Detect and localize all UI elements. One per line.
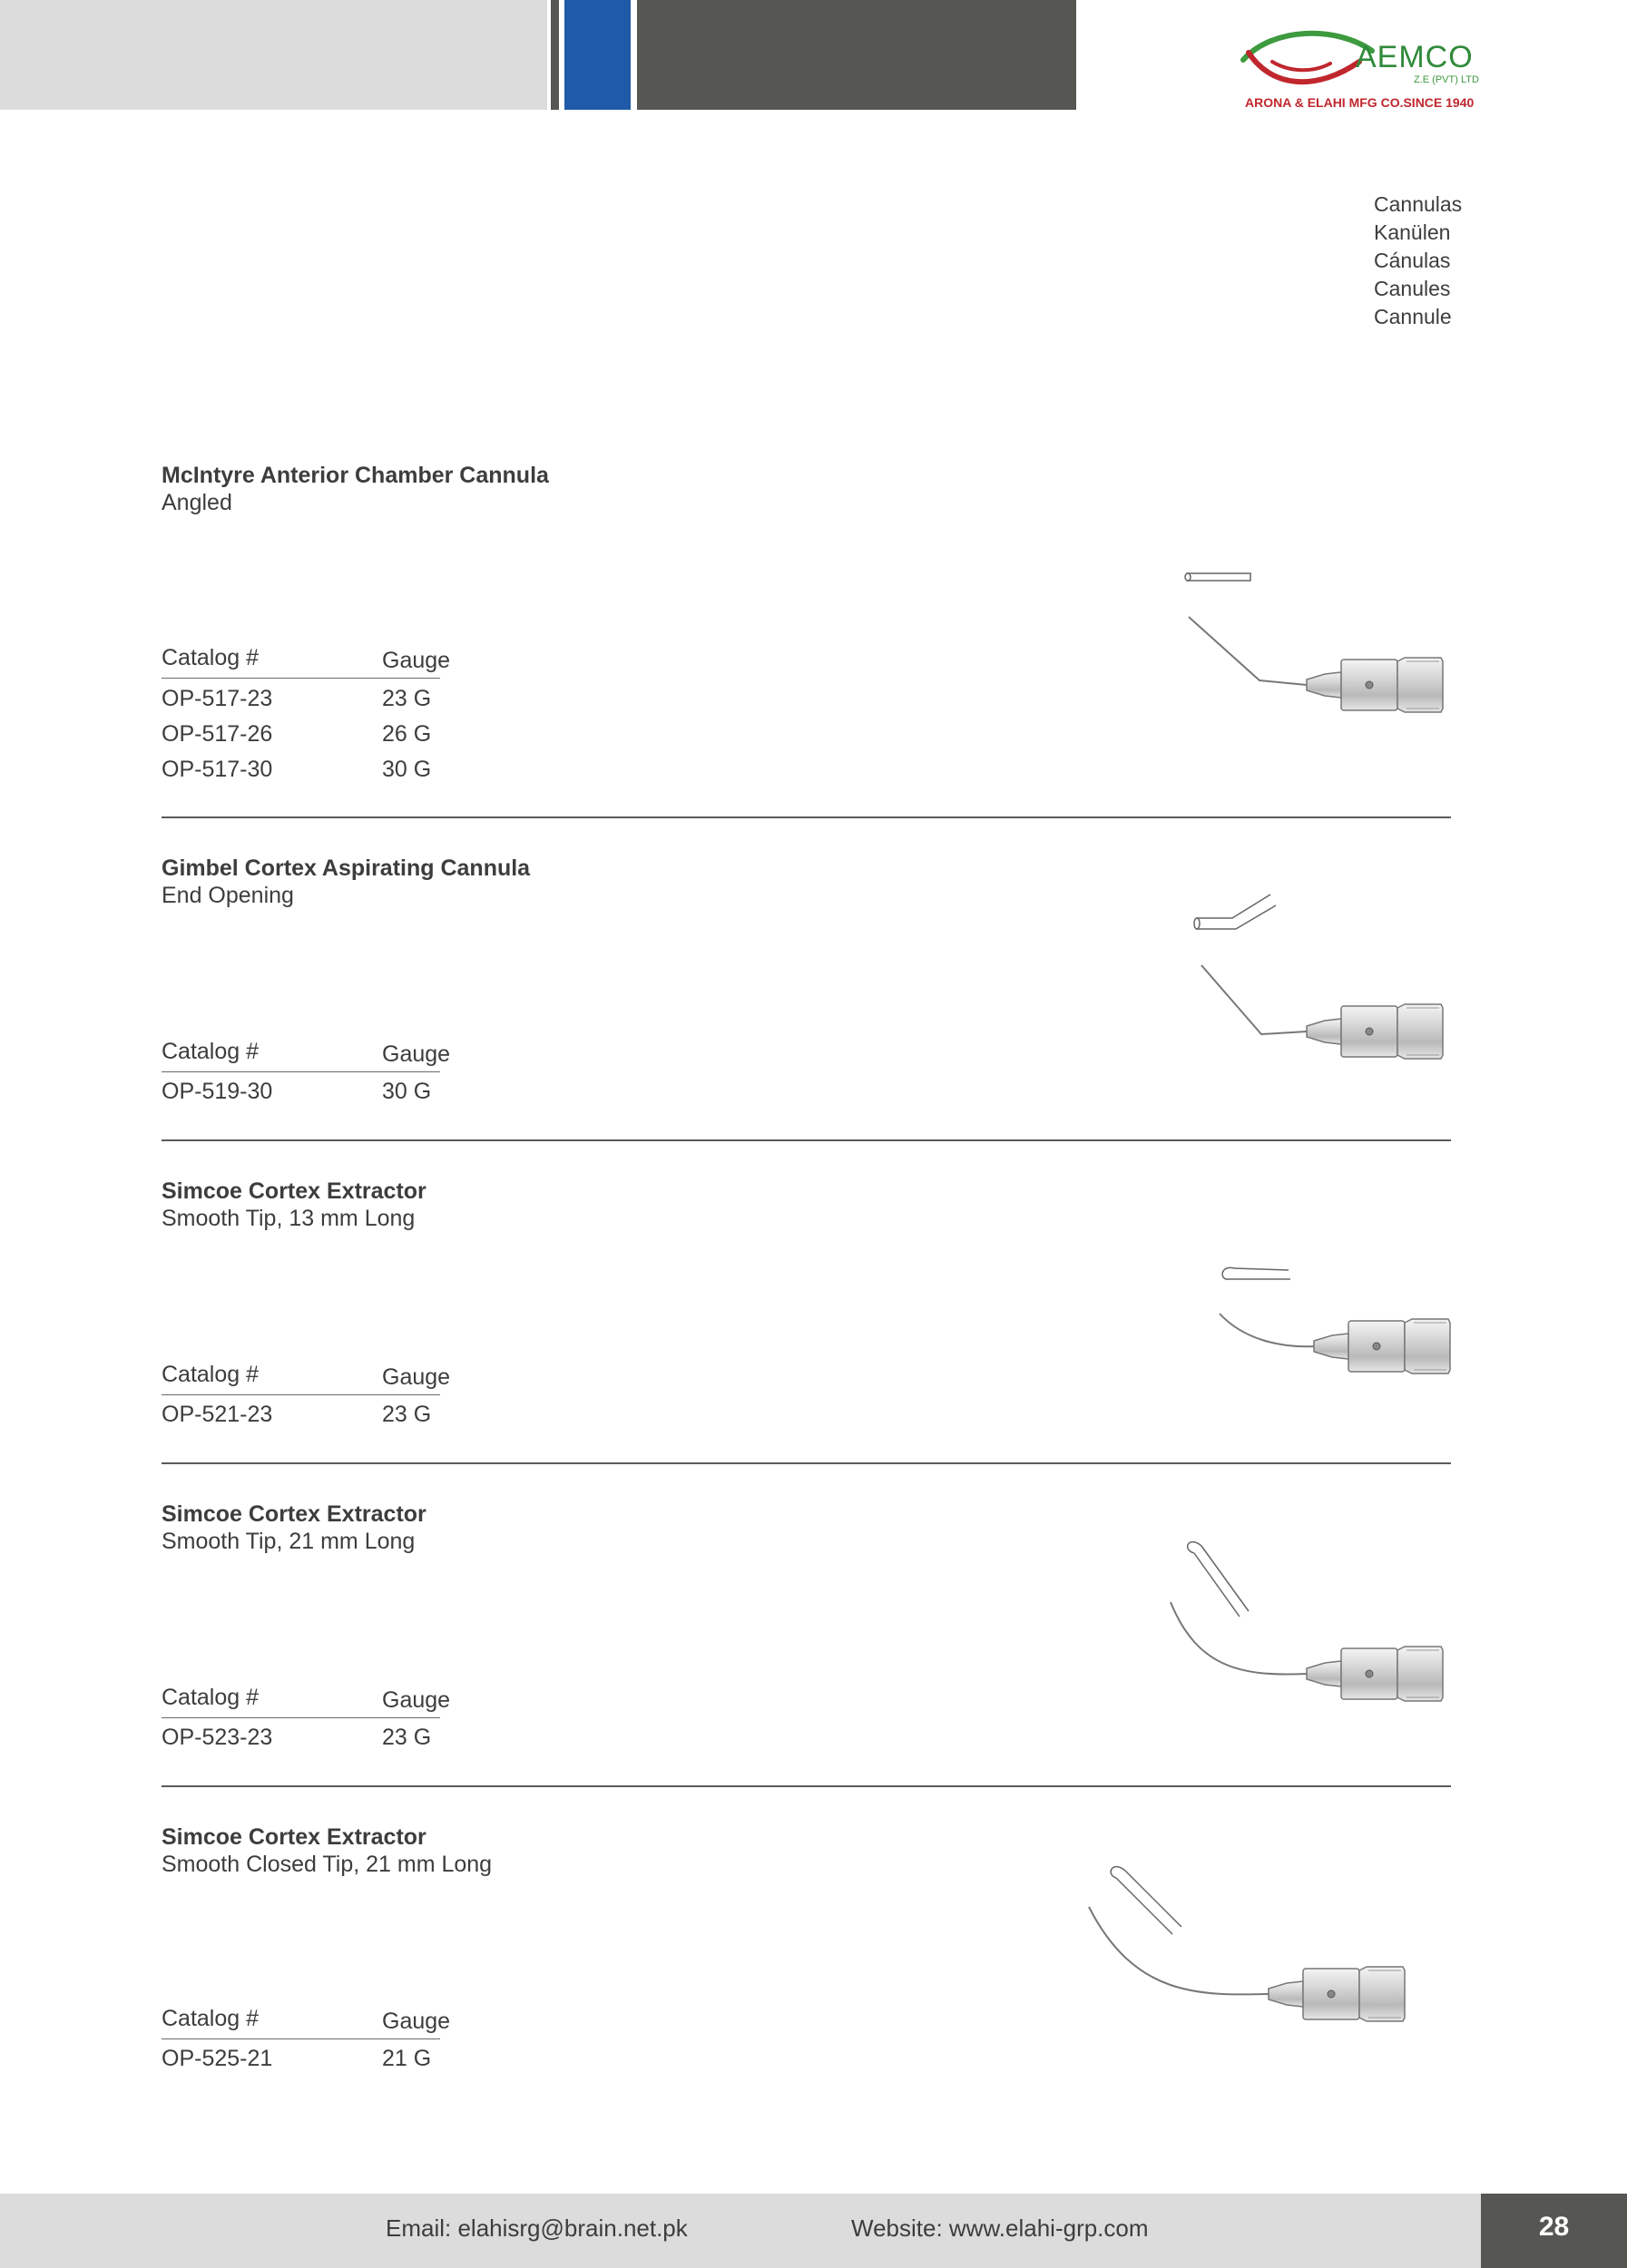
- table-header-rule: [162, 1071, 440, 1072]
- table-header-rule: [162, 2038, 440, 2039]
- table-row: [162, 1079, 524, 1113]
- product-title: Gimbel Cortex Aspirating Cannula: [162, 855, 531, 881]
- footer-website: Website: www.elahi-grp.com: [851, 2214, 1149, 2242]
- table-row: [162, 721, 524, 756]
- product-title: McIntyre Anterior Chamber Cannula: [162, 463, 549, 488]
- section-divider: [162, 816, 1451, 818]
- table-header-rule: [162, 678, 440, 679]
- angled-cannula-icon: [1180, 562, 1461, 726]
- curved-extractor-icon: [1161, 1533, 1461, 1724]
- product-subtitle: Smooth Tip, 21 mm Long: [162, 1529, 416, 1554]
- catalog-number: OP-521-23: [162, 1402, 273, 1427]
- logo-tagline: ARONA & ELAHI MFG CO.SINCE 1940: [1245, 95, 1475, 110]
- header-bar-dark-thin: [551, 0, 559, 110]
- gauge-header: Gauge: [382, 1687, 451, 1713]
- smooth-tip-extractor-icon: [1207, 1252, 1461, 1388]
- product-title: Simcoe Cortex Extractor: [162, 1501, 426, 1527]
- page-number: 28: [1538, 2212, 1570, 2242]
- page-number-box: [1481, 2194, 1627, 2268]
- table-row: [162, 757, 524, 791]
- gauge-value: 30 G: [382, 1079, 432, 1104]
- catalog-number: OP-523-23: [162, 1725, 273, 1750]
- catalog-number: OP-525-21: [162, 2046, 273, 2071]
- gauge-value: 30 G: [382, 757, 432, 782]
- catalog-header: Catalog #: [162, 1362, 260, 1387]
- table-header-rule: [162, 1394, 440, 1395]
- table-row: [162, 1725, 524, 1759]
- table-header-rule: [162, 1717, 440, 1718]
- section-divider: [162, 1462, 1451, 1464]
- section-divider: [162, 1139, 1451, 1141]
- table-row: [162, 686, 524, 720]
- catalog-number: OP-519-30: [162, 1079, 273, 1104]
- company-logo: [1236, 25, 1535, 116]
- page-footer: [0, 2194, 1627, 2268]
- footer-email: Email: elahisrg@brain.net.pk: [386, 2214, 688, 2242]
- closed-tip-extractor-icon: [1080, 1860, 1461, 2041]
- catalog-header: Catalog #: [162, 645, 260, 670]
- gauge-header: Gauge: [382, 1364, 451, 1390]
- language-label: Canules: [1374, 277, 1451, 300]
- section-divider: [162, 1785, 1451, 1787]
- logo-brand-text: AEMCO: [1356, 40, 1474, 74]
- catalog-number: OP-517-30: [162, 757, 273, 782]
- product-subtitle: Smooth Tip, 13 mm Long: [162, 1206, 416, 1231]
- product-subtitle: Angled: [162, 490, 232, 515]
- product-title: Simcoe Cortex Extractor: [162, 1824, 426, 1850]
- product-title: Simcoe Cortex Extractor: [162, 1178, 426, 1204]
- language-label: Kanülen: [1374, 220, 1451, 244]
- gauge-value: 26 G: [382, 721, 432, 747]
- header-bar-light: [0, 0, 547, 110]
- product-subtitle: Smooth Closed Tip, 21 mm Long: [162, 1852, 493, 1877]
- catalog-header: Catalog #: [162, 1039, 260, 1064]
- end-opening-cannula-icon: [1189, 889, 1461, 1070]
- gauge-header: Gauge: [382, 2009, 451, 2034]
- gauge-header: Gauge: [382, 648, 451, 673]
- table-row: [162, 2046, 524, 2080]
- gauge-header: Gauge: [382, 1041, 451, 1067]
- language-label: Cannulas: [1374, 192, 1463, 216]
- gauge-value: 23 G: [382, 1402, 432, 1427]
- product-subtitle: End Opening: [162, 883, 294, 908]
- catalog-number: OP-517-23: [162, 686, 273, 711]
- header-bar-dark: [637, 0, 1076, 110]
- logo-sub-text: Z.E (PVT) LTD: [1414, 74, 1479, 85]
- catalog-header: Catalog #: [162, 1685, 260, 1710]
- gauge-value: 21 G: [382, 2046, 432, 2071]
- table-row: [162, 1402, 524, 1436]
- language-label: Cánulas: [1374, 249, 1451, 272]
- category-languages: [1374, 191, 1462, 331]
- language-label: Cannule: [1374, 305, 1452, 328]
- gauge-value: 23 G: [382, 686, 432, 711]
- catalog-header: Catalog #: [162, 2006, 260, 2031]
- gauge-value: 23 G: [382, 1725, 432, 1750]
- header-bar-blue: [564, 0, 631, 110]
- catalog-number: OP-517-26: [162, 721, 273, 747]
